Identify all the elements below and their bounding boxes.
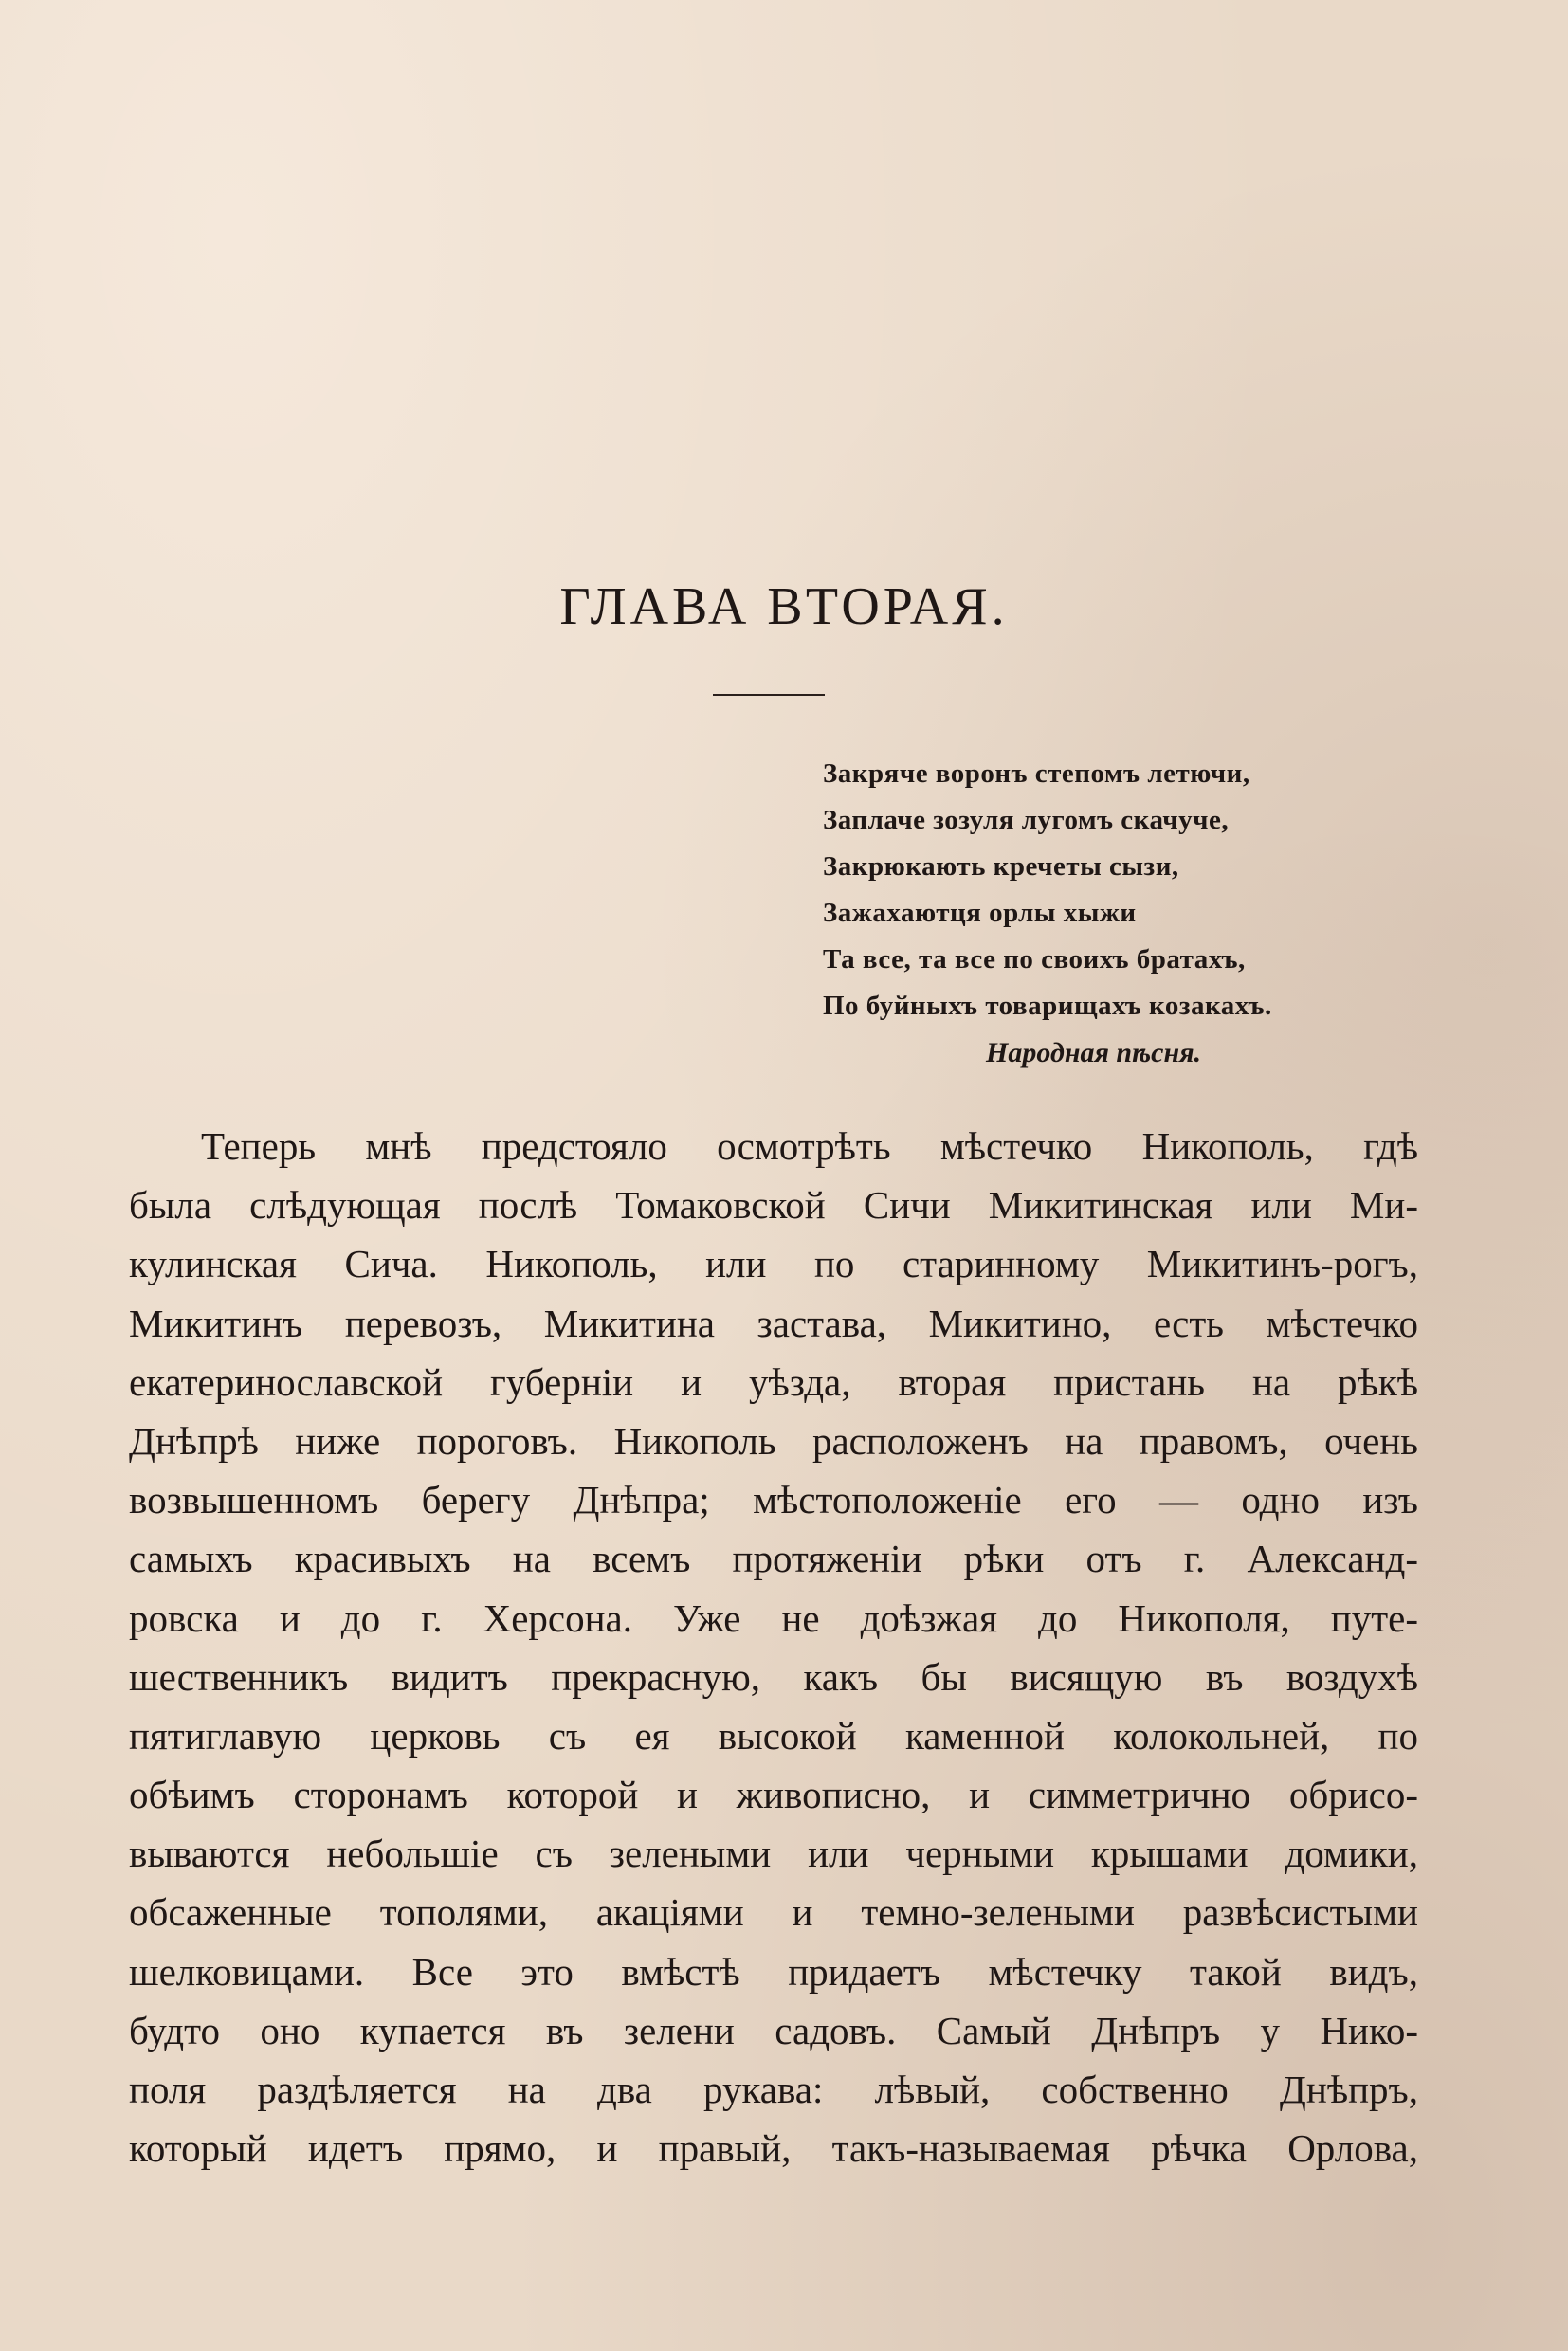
text-line-content: Днѣпрѣ ниже пороговъ. Никополь расположенъ на правомъ, очень	[129, 1418, 1418, 1463]
text-line	[129, 1470, 1418, 1529]
text-line	[129, 2001, 1418, 2060]
epigraph-line: Зажахаютця орлы хыжи	[823, 898, 1137, 928]
text-line	[129, 1765, 1418, 1824]
text-line-content: шелковицами. Все это вмѣстѣ придаетъ мѣстечку такой видъ,	[129, 1949, 1418, 1994]
text-line	[129, 2060, 1418, 2119]
epigraph-source: Народная пѣсня.	[986, 1037, 1202, 1068]
text-line-content: ровска и до г. Херсона. Уже не доѣзжая до Никополя, путе-	[129, 1595, 1418, 1640]
epigraph-line: Заплаче зозуля лугомъ скачуче,	[823, 805, 1230, 835]
body-paragraph	[129, 1117, 1418, 2178]
text-line-content: вываются небольшіе съ зелеными или черными крышами домики,	[129, 1832, 1418, 1876]
text-line	[129, 1353, 1418, 1412]
title-divider	[713, 694, 825, 696]
text-line	[129, 1117, 1418, 1176]
text-line	[129, 2119, 1418, 2178]
text-line	[129, 1824, 1418, 1883]
epigraph	[823, 751, 1430, 1030]
epigraph-line: По буйныхъ товарищахъ козакахъ.	[823, 991, 1272, 1021]
text-line	[129, 1176, 1418, 1234]
epigraph-line: Та все, та все по своихъ братахъ,	[823, 944, 1246, 975]
text-line	[129, 1883, 1418, 1941]
text-line-content: была слѣдующая послѣ Томаковской Сичи Микитинская или Ми-	[129, 1183, 1418, 1228]
text-line-content: Теперь мнѣ предстояло осмотрѣть мѣстечко Никополь, гдѣ	[201, 1124, 1418, 1168]
text-line	[129, 1529, 1418, 1588]
text-line	[129, 1234, 1418, 1293]
text-line-content: обсаженные тополями, акаціями и темно-зелеными развѣсистыми	[129, 1890, 1418, 1935]
text-line	[129, 1294, 1418, 1353]
text-line	[129, 1412, 1418, 1470]
text-line	[129, 1648, 1418, 1706]
text-line-content: шественникъ видитъ прекрасную, какъ бы висящую въ воздухѣ	[129, 1654, 1418, 1699]
text-line-content: который идетъ прямо, и правый, такъ-называемая рѣчка Орлова,	[129, 2126, 1418, 2171]
text-line	[129, 1942, 1418, 2001]
text-line-content: будто оно купается въ зелени садовъ. Самый Днѣпръ у Нико-	[129, 2008, 1418, 2052]
text-line-content: пятиглавую церковь съ ея высокой каменной колокольней, по	[129, 1713, 1418, 1758]
chapter-title: ГЛАВА ВТОРАЯ.	[559, 577, 1009, 636]
text-line	[129, 1706, 1418, 1765]
text-line-content: поля раздѣляется на два рукава: лѣвый, собственно Днѣпръ,	[129, 2068, 1418, 2111]
text-line-content: обѣимъ сторонамъ которой и живописно, и симметрично обрисо-	[129, 1773, 1418, 1817]
epigraph-line: Закряче воронъ степомъ летючи,	[823, 758, 1250, 789]
text-line	[129, 1589, 1418, 1648]
epigraph-line: Закрюкають кречеты сызи,	[823, 851, 1179, 882]
text-line-content: кулинская Сича. Никополь, или по старинному Микитинъ-рогъ,	[129, 1242, 1418, 1286]
text-line-content: самыхъ красивыхъ на всемъ протяженіи рѣки отъ г. Александ-	[129, 1537, 1418, 1581]
text-line-content: екатеринославской губерніи и уѣзда, вторая пристань на рѣкѣ	[129, 1359, 1418, 1404]
text-line-content: Микитинъ перевозъ, Микитина застава, Микитино, есть мѣстечко	[129, 1301, 1418, 1345]
text-line-content: возвышенномъ берегу Днѣпра; мѣстоположеніе его — одно изъ	[129, 1478, 1418, 1522]
